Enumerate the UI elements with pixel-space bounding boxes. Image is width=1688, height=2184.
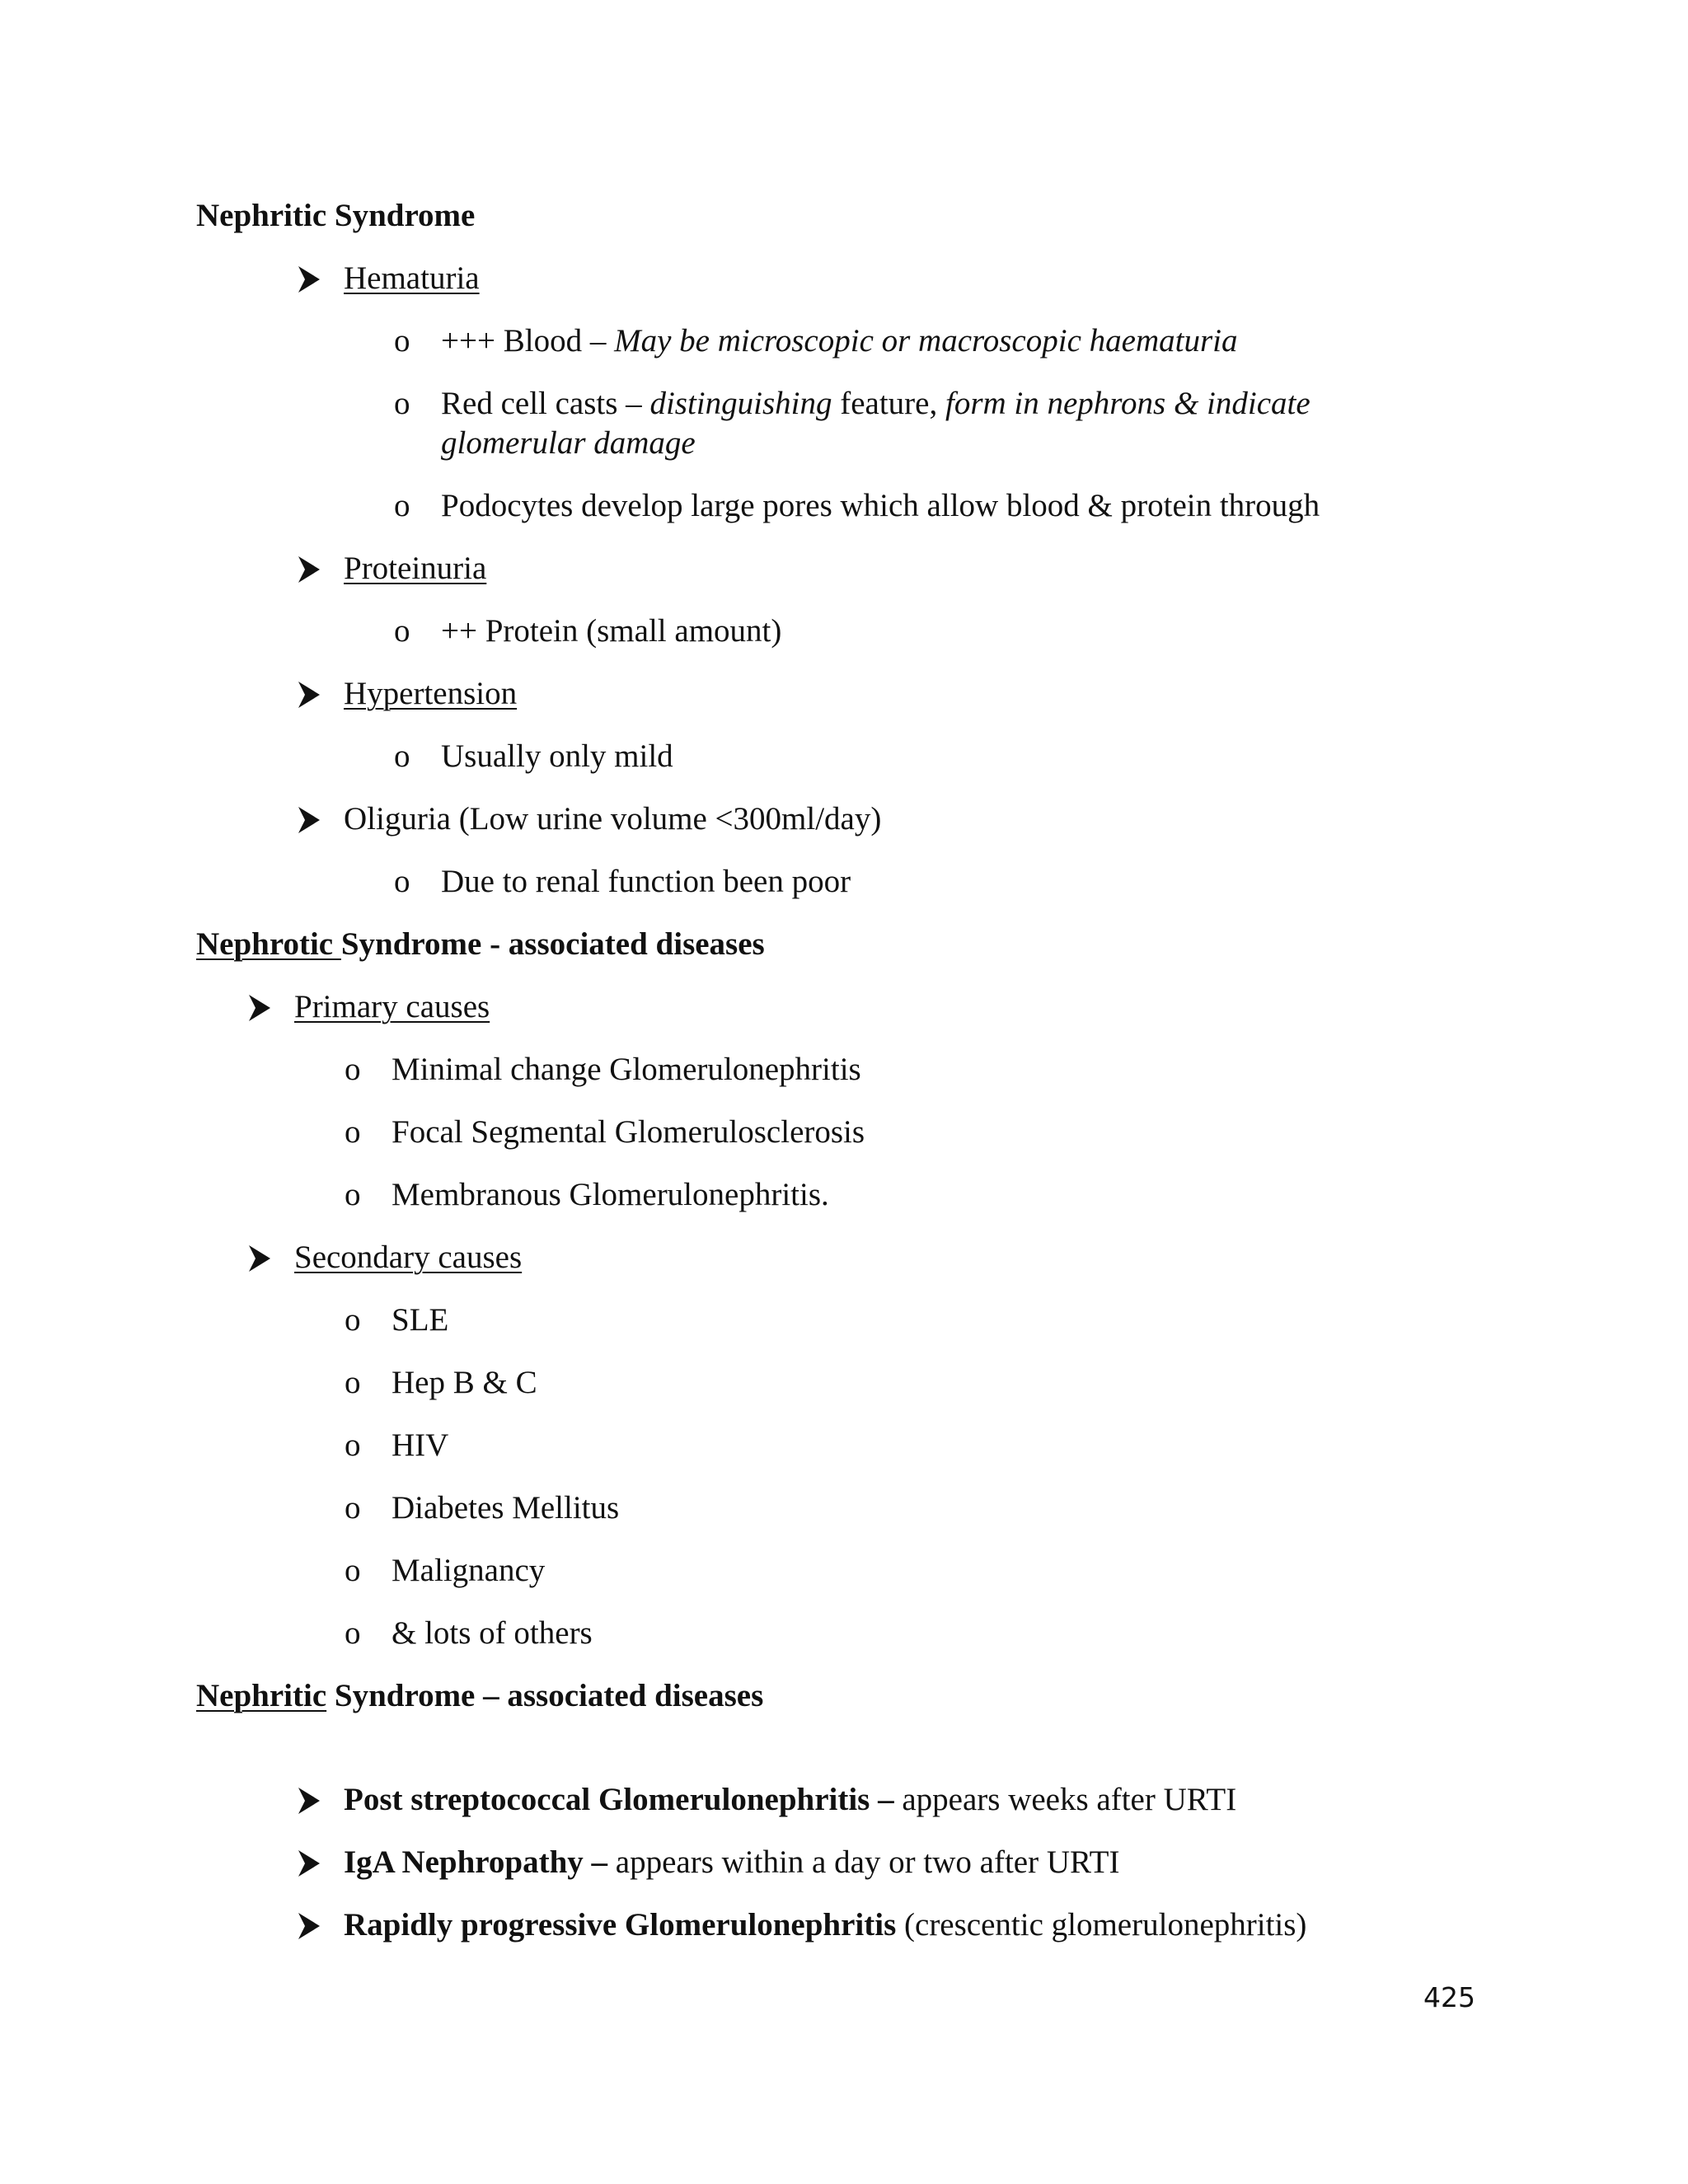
list-item-primary-cause: Minimal change Glomerulonephritis: [392, 1052, 861, 1087]
circle-bullet-icon: o: [394, 386, 410, 421]
circle-bullet-icon: o: [345, 1553, 361, 1588]
list-item-primary-cause: Membranous Glomerulonephritis.: [392, 1177, 829, 1212]
list-item-secondary-cause: Malignancy: [392, 1553, 546, 1588]
list-item-secondary-cause: HIV: [392, 1427, 449, 1463]
list-item-protein: ++ Protein (small amount): [441, 613, 782, 649]
list-item-secondary-cause: Diabetes Mellitus: [392, 1490, 620, 1526]
list-item-renal-function: Due to renal function been poor: [441, 864, 851, 899]
arrow-bullet-icon: [297, 680, 321, 710]
section-title-nephritic-syndrome: Nephritic Syndrome: [196, 198, 476, 233]
circle-bullet-icon: o: [394, 613, 410, 649]
circle-bullet-icon: o: [345, 1365, 361, 1400]
list-item-nephritic-disease: Rapidly progressive Glomerulonephritis (crescentic glomerulonephritis): [344, 1907, 1307, 1943]
circle-bullet-icon: o: [345, 1427, 361, 1463]
circle-bullet-icon: o: [394, 864, 410, 899]
circle-bullet-icon: o: [394, 488, 410, 523]
circle-bullet-icon: o: [345, 1615, 361, 1651]
list-item-red-cell-casts: Red cell casts – distinguishing feature, form in nephrons & indicate: [441, 386, 1311, 421]
list-item-secondary-cause: & lots of others: [392, 1615, 593, 1651]
list-item-secondary-cause: Hep B & C: [392, 1365, 537, 1400]
heading-secondary-causes: Secondary causes: [294, 1240, 523, 1275]
heading-proteinuria: Proteinuria: [344, 551, 487, 586]
list-item-podocytes: Podocytes develop large pores which allow blood & protein through: [441, 488, 1320, 523]
heading-oliguria: Oliguria (Low urine volume <300ml/day): [344, 801, 882, 837]
circle-bullet-icon: o: [345, 1052, 361, 1087]
arrow-bullet-icon: [297, 555, 321, 584]
arrow-bullet-icon: [297, 1786, 321, 1816]
arrow-bullet-icon: [297, 1849, 321, 1878]
circle-bullet-icon: o: [345, 1177, 361, 1212]
circle-bullet-icon: o: [394, 738, 410, 774]
list-item-nephritic-disease: Post streptococcal Glomerulonephritis – appears weeks after URTI: [344, 1782, 1237, 1817]
arrow-bullet-icon: [247, 993, 272, 1023]
heading-hematuria: Hematuria: [344, 260, 480, 296]
list-item-secondary-cause: SLE: [392, 1302, 449, 1338]
circle-bullet-icon: o: [345, 1490, 361, 1526]
heading-hypertension: Hypertension: [344, 676, 518, 711]
list-item-usually-mild: Usually only mild: [441, 738, 673, 774]
arrow-bullet-icon: [297, 265, 321, 294]
section-title-nephrotic-associated: Nephrotic Syndrome - associated diseases: [196, 926, 765, 962]
list-item-blood: +++ Blood – May be microscopic or macroscopic haematuria: [441, 323, 1238, 359]
arrow-bullet-icon: [297, 1911, 321, 1941]
list-item-primary-cause: Focal Segmental Glomerulosclerosis: [392, 1114, 865, 1150]
list-item-nephritic-disease: IgA Nephropathy – appears within a day or two after URTI: [344, 1844, 1120, 1880]
heading-primary-causes: Primary causes: [294, 989, 490, 1024]
arrow-bullet-icon: [247, 1244, 272, 1273]
list-item-red-cell-casts-continued: glomerular damage: [441, 425, 696, 461]
circle-bullet-icon: o: [345, 1302, 361, 1338]
circle-bullet-icon: o: [345, 1114, 361, 1150]
circle-bullet-icon: o: [394, 323, 410, 359]
section-title-nephritic-associated: Nephritic Syndrome – associated diseases: [196, 1678, 764, 1713]
arrow-bullet-icon: [297, 805, 321, 835]
page-number: 425: [1423, 1981, 1475, 2013]
